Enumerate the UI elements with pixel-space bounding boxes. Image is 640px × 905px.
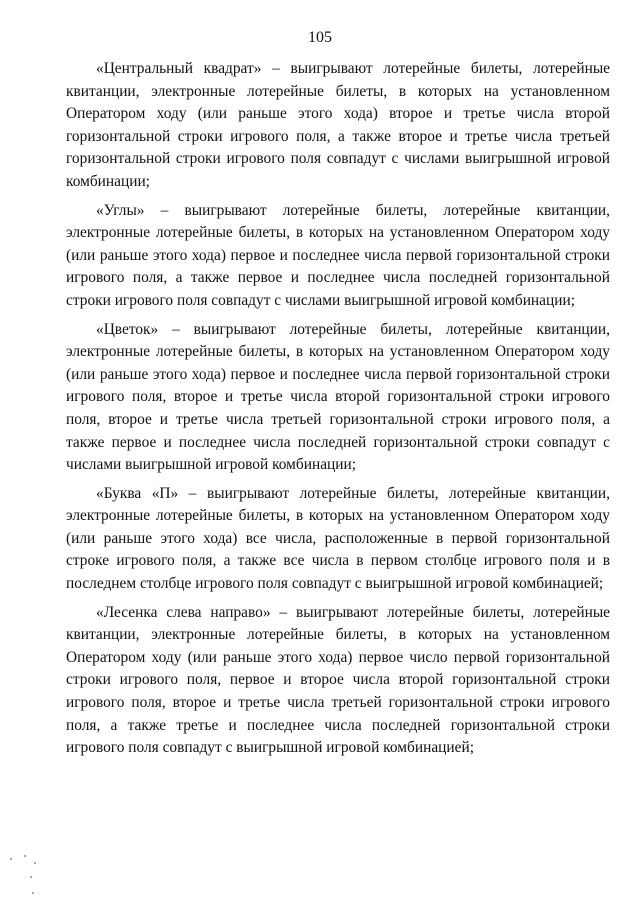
scan-speck <box>24 855 26 857</box>
document-body <box>66 58 610 766</box>
page-number: 105 <box>308 29 332 46</box>
paragraph-ladder-left-right: «Лесенка слева направо» – выигрывают лотерейные билеты, лотерейные квитанции, электронные лотерейные билеты, в которых на установленном Оператором ходу (или раньше этого хода) первое число первой горизонтальной строки игрового поля, первое и второе числа второй горизонтальной строки игрового поля, второе и третье числа третьей горизонтальной строки игрового поля, а также третье и последнее числа последней горизонтальной строки игрового поля совпадут с выигрышной игровой комбинацией; <box>66 603 610 757</box>
paragraph-flower: «Цветок» – выигрывают лотерейные билеты, лотерейные квитанции, электронные лотерейные билеты, в которых на установленном Оператором ходу (или раньше этого хода) первое и последнее числа первой горизонтальной строки игрового поля, второе и третье числа второй горизонтальной строки игрового поля, второе и третье числа третьей горизонтальной строки игрового поля, а также первое и последнее числа последней горизонтальной строки совпадут с числами выигрышной игровой комбинации; <box>66 320 610 474</box>
paragraph-corners: «Углы» – выигрывают лотерейные билеты, лотерейные квитанции, электронные лотерейные билеты, в которых на установленном Оператором ходу (или раньше этого хода) первое и последнее числа первой горизонтальной строки игрового поля, а также первое и последнее числа последней горизонтальной строки игрового поля совпадут с числами выигрышной игровой комбинации; <box>66 201 610 309</box>
paragraph-central-square: «Центральный квадрат» – выигрывают лотерейные билеты, лотерейные квитанции, электронные лотерейные билеты, в которых на установленном Оператором ходу (или раньше этого хода) второе и третье числа второй горизонтальной строки игрового поля, а также второе и третье числа третьей горизонтальной строки игрового поля совпадут с числами выигрышной игровой комбинации; <box>66 60 610 190</box>
scan-speck <box>10 858 12 860</box>
scan-speck <box>30 876 32 878</box>
scan-speck <box>32 892 34 894</box>
paragraph-letter-p: «Буква «П» – выигрывают лотерейные билеты, лотерейные квитанции, электронные лотерейные билеты, в которых на установленном Оператором ходу (или раньше этого хода) все числа, расположенные в первой горизонтальной строке игрового поля, а также все числа в первом столбце игрового поля и в последнем столбце игрового поля совпадут с выигрышной игровой комбинацией; <box>66 484 610 593</box>
scan-speck <box>34 862 36 864</box>
